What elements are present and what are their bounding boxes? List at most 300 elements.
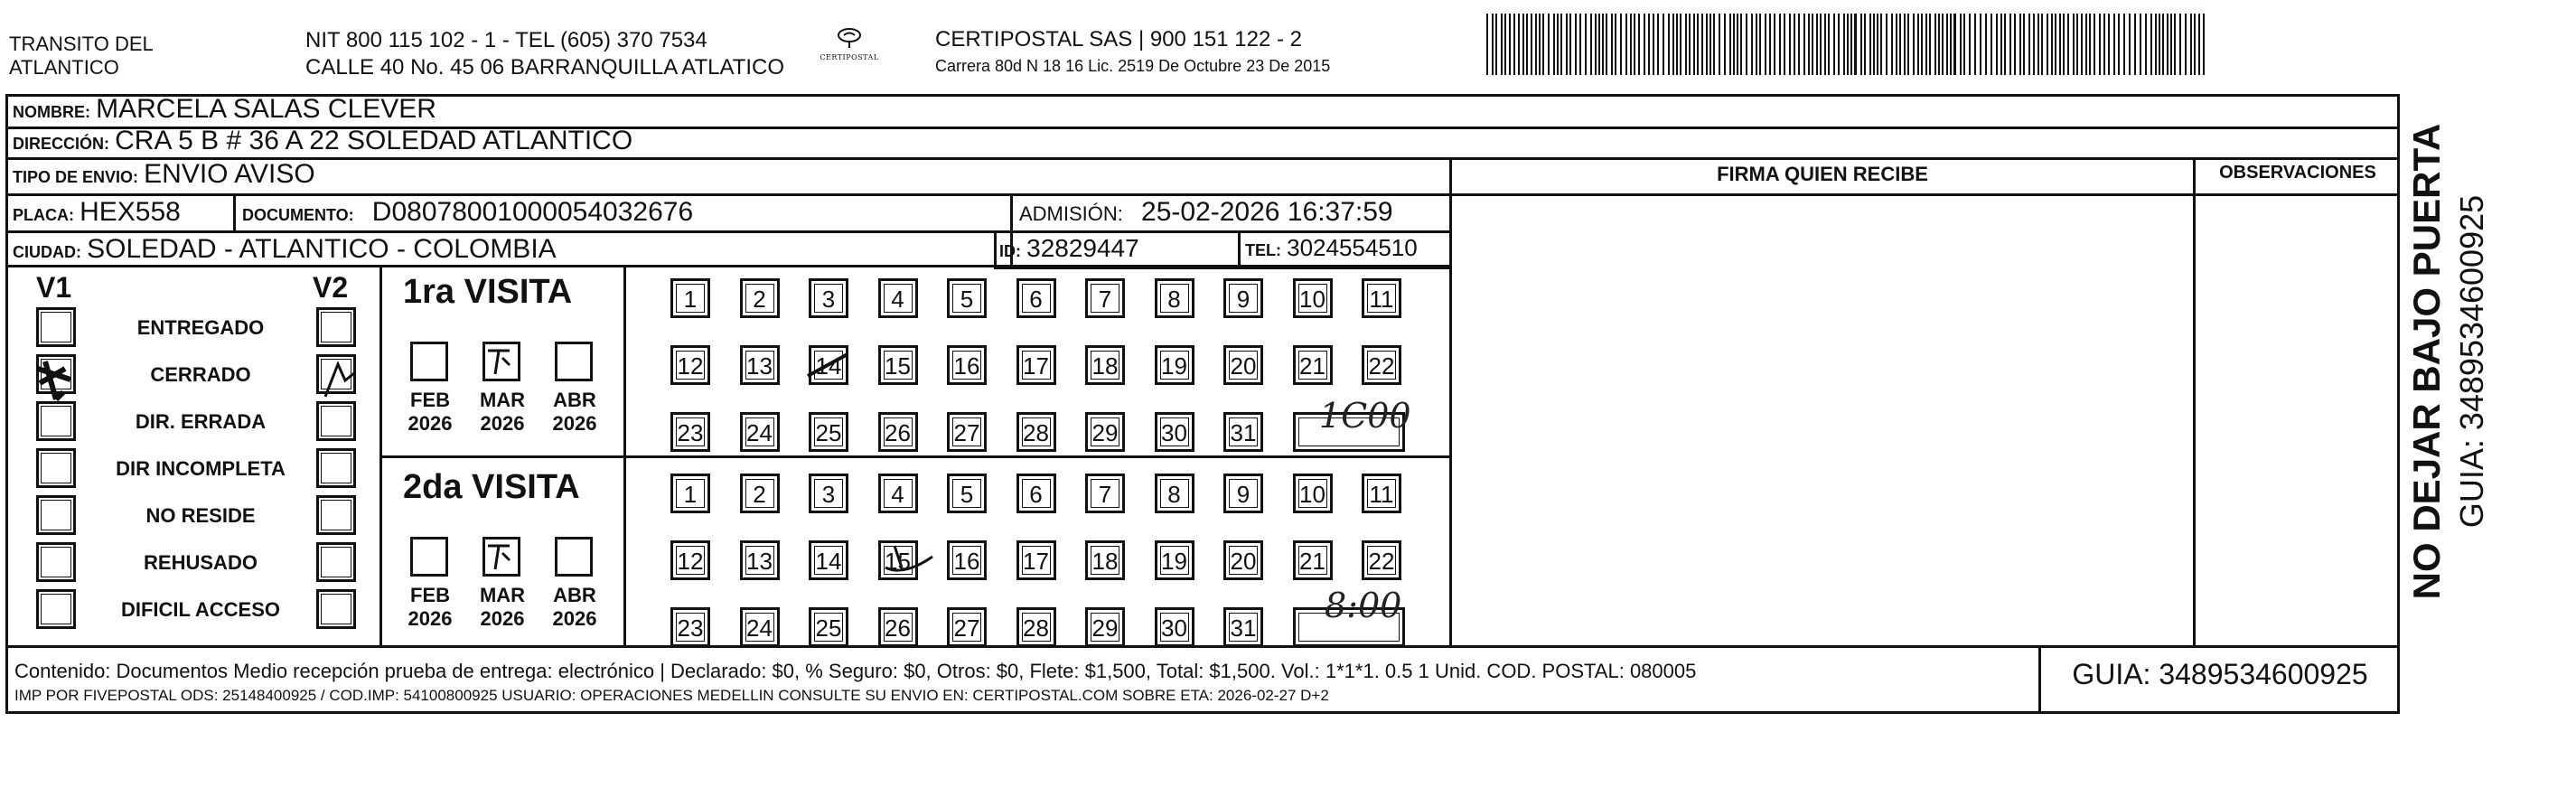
company-line: CERTIPOSTAL SAS | 900 151 122 - 2 xyxy=(935,27,1302,52)
first-visit-day-21[interactable]: 21 xyxy=(1293,345,1333,385)
barcode-bar xyxy=(2118,14,2120,75)
firma-label: FIRMA QUIEN RECIBE xyxy=(1717,163,1928,185)
barcode-bar xyxy=(2150,14,2152,75)
barcode-bar xyxy=(1953,14,1956,75)
month-label xyxy=(473,389,531,436)
handwritten-time-first: 1C00 xyxy=(1319,396,1411,436)
barcode-bar xyxy=(1710,14,1711,75)
barcode-bar xyxy=(2059,14,2061,75)
barcode-bar xyxy=(1672,14,1674,75)
admision-row xyxy=(1019,197,1393,228)
barcode-bar xyxy=(2063,14,2065,75)
barcode-bar xyxy=(2167,14,2169,75)
barcode-bar xyxy=(1934,14,1936,75)
ciudad-label: CIUDAD: xyxy=(13,243,81,261)
first-visit-day-27[interactable]: 27 xyxy=(947,412,987,452)
barcode-bar xyxy=(1713,14,1715,75)
tel-value: 3024554510 xyxy=(1287,234,1418,261)
v2-checkbox[interactable] xyxy=(316,589,356,629)
v1-label: V1 xyxy=(36,271,72,304)
first-visit-day-24[interactable]: 24 xyxy=(740,412,780,452)
barcode-bar xyxy=(1996,14,1998,75)
month-label xyxy=(473,584,531,631)
barcode-bar xyxy=(1602,14,1604,75)
barcode-bar xyxy=(1693,14,1695,75)
barcode-bar xyxy=(1803,14,1805,75)
barcode-bar xyxy=(1663,14,1664,75)
month-checkbox[interactable] xyxy=(410,342,448,381)
month-label xyxy=(546,584,604,631)
barcode-bar xyxy=(1740,14,1742,75)
barcode-bar xyxy=(1864,14,1866,75)
barcode-bar xyxy=(2028,14,2030,75)
barcode-bar xyxy=(1492,14,1494,75)
barcode-bar xyxy=(1833,14,1835,75)
second-visit-day-24[interactable]: 24 xyxy=(740,607,780,647)
second-visit-day-5[interactable]: 5 xyxy=(947,474,987,513)
barcode-bar xyxy=(1668,14,1670,75)
barcode-bar xyxy=(1798,14,1800,75)
barcode-bar xyxy=(1877,14,1878,75)
month-label xyxy=(401,389,459,436)
v1-checkbox[interactable] xyxy=(36,448,76,488)
status-label: NO RESIDE xyxy=(145,504,256,527)
barcode-bar xyxy=(1759,14,1761,75)
barcode-bar xyxy=(2076,14,2078,75)
documento-label: DOCUMENTO: xyxy=(242,206,354,224)
barcode-bar xyxy=(2041,14,2043,75)
barcode-bar xyxy=(1820,14,1822,75)
second-visit-day-9[interactable]: 9 xyxy=(1223,474,1263,513)
placa-value: HEX558 xyxy=(80,197,181,227)
barcode-bar xyxy=(1891,14,1893,75)
col-divider xyxy=(994,230,997,267)
tel-row xyxy=(1245,234,1418,262)
first-visit-day-9[interactable]: 9 xyxy=(1223,278,1263,318)
month-label xyxy=(401,584,459,631)
handwritten-strike-day-14 xyxy=(802,349,857,385)
barcode-bar xyxy=(1816,14,1818,75)
barcode-bar xyxy=(2051,14,2053,75)
placa-label: PLACA: xyxy=(13,206,74,224)
barcode-bar xyxy=(1963,14,1965,75)
barcode-bar xyxy=(1595,14,1597,75)
first-visit-day-6[interactable]: 6 xyxy=(1016,278,1056,318)
barcode-bar xyxy=(2085,14,2087,75)
first-visit-title: 1ra VISITA xyxy=(403,273,573,311)
first-visit-day-10[interactable]: 10 xyxy=(1293,278,1333,318)
barcode-bar xyxy=(1737,14,1738,75)
barcode-bar xyxy=(1938,14,1940,75)
barcode-bar xyxy=(1960,14,1962,75)
barcode-bar xyxy=(1513,14,1515,75)
barcode-bar xyxy=(1886,14,1888,75)
barcode-bar xyxy=(1548,14,1550,75)
sender-name xyxy=(9,33,154,80)
first-visit-day-31[interactable]: 31 xyxy=(1223,412,1263,452)
barcode-bar xyxy=(1756,14,1757,75)
barcode-bar xyxy=(1828,14,1830,75)
barcode xyxy=(1486,14,2209,75)
address-line: CALLE 40 No. 45 06 BARRANQUILLA ATLATICO xyxy=(305,55,785,80)
barcode-bar xyxy=(2134,14,2136,75)
barcode-bar xyxy=(1917,14,1919,75)
second-visit-day-20[interactable]: 20 xyxy=(1223,540,1263,580)
second-visit-day-17[interactable]: 17 xyxy=(1016,540,1056,580)
barcode-bar xyxy=(1907,14,1909,75)
tel-label: TEL: xyxy=(1245,241,1281,259)
barcode-bar xyxy=(1598,14,1600,75)
status-label: REHUSADO xyxy=(144,551,258,574)
second-visit-day-13[interactable]: 13 xyxy=(740,540,780,580)
col-divider xyxy=(1238,230,1241,267)
v2-checkbox[interactable] xyxy=(316,448,356,488)
sender-contact xyxy=(305,27,784,81)
barcode-bar xyxy=(1812,14,1813,75)
barcode-bar xyxy=(2159,14,2160,75)
first-visit-day-17[interactable]: 17 xyxy=(1016,345,1056,385)
sender-line-1: TRANSITO DEL xyxy=(9,33,154,55)
first-visit-day-18[interactable]: 18 xyxy=(1085,345,1125,385)
first-visit-day-13[interactable]: 13 xyxy=(740,345,780,385)
month-checkbox[interactable] xyxy=(555,342,593,381)
v2-label: V2 xyxy=(313,271,349,304)
month-name: ABR xyxy=(553,389,596,411)
barcode-bar xyxy=(1625,14,1627,75)
second-visit-day-8[interactable]: 8 xyxy=(1155,474,1194,513)
row-divider xyxy=(5,193,2400,196)
nombre-label: NOMBRE: xyxy=(13,103,90,121)
barcode-bar xyxy=(1706,14,1708,75)
barcode-bar xyxy=(1634,14,1635,75)
barcode-bar xyxy=(1850,14,1852,75)
barcode-bar xyxy=(1606,14,1607,75)
first-visit-day-28[interactable]: 28 xyxy=(1016,412,1056,452)
barcode-bar xyxy=(2179,14,2181,75)
month-year: 2026 xyxy=(407,412,453,435)
first-visit-day-4[interactable]: 4 xyxy=(878,278,918,318)
barcode-bar xyxy=(1794,14,1795,75)
barcode-bar xyxy=(2123,14,2125,75)
ciudad-value: SOLEDAD - ATLANTICO - COLOMBIA xyxy=(87,234,557,264)
barcode-bar xyxy=(2108,14,2110,75)
month-name: ABR xyxy=(553,584,596,606)
direccion-row xyxy=(13,126,632,156)
barcode-bar xyxy=(1765,14,1766,75)
barcode-bar xyxy=(2019,14,2021,75)
barcode-bar xyxy=(2190,14,2192,75)
first-visit-day-20[interactable]: 20 xyxy=(1223,345,1263,385)
barcode-bar xyxy=(1913,14,1915,75)
first-visit-day-26[interactable]: 26 xyxy=(878,412,918,452)
barcode-bar xyxy=(1553,14,1555,75)
month-checkbox[interactable] xyxy=(410,537,448,577)
barcode-bar xyxy=(1838,14,1840,75)
barcode-bar xyxy=(2073,14,2075,75)
barcode-bar xyxy=(1733,14,1735,75)
barcode-bar xyxy=(1779,14,1781,75)
first-visit-day-29[interactable]: 29 xyxy=(1085,412,1125,452)
barcode-bar xyxy=(1824,14,1826,75)
barcode-bar xyxy=(1880,14,1882,75)
side-guia-text: GUIA: 3489534600925 xyxy=(2453,194,2490,529)
v1-checkbox[interactable] xyxy=(36,307,76,347)
barcode-bar xyxy=(2009,14,2011,75)
second-visit-day-30[interactable]: 30 xyxy=(1155,607,1194,647)
barcode-bar xyxy=(1509,14,1511,75)
barcode-bar xyxy=(1522,14,1524,75)
barcode-bar xyxy=(2113,14,2115,75)
id-value: 32829447 xyxy=(1026,234,1139,262)
v2-checkbox[interactable] xyxy=(316,542,356,582)
guia-footer: GUIA: 3489534600925 xyxy=(2072,658,2368,690)
barcode-bar xyxy=(1843,14,1845,75)
second-visit-day-27[interactable]: 27 xyxy=(947,607,987,647)
handwritten-circle-day-15 xyxy=(876,531,940,580)
barcode-bar xyxy=(1557,14,1559,75)
barcode-bar xyxy=(2203,14,2205,75)
month-name: MAR xyxy=(479,584,526,606)
barcode-bar xyxy=(1504,14,1506,75)
no-dejar-text: NO DEJAR BAJO PUERTA xyxy=(2405,123,2448,600)
barcode-bar xyxy=(1575,14,1577,75)
second-visit-day-19[interactable]: 19 xyxy=(1155,540,1194,580)
first-visit-day-14[interactable]: 14 xyxy=(809,345,848,385)
imp-text: IMP POR FIVEPOSTAL ODS: 25148400925 / COD.IMP: 54100800925 USUARIO: OPERACIONES MEDELLIN CONSULTE SU ENVIO EN: CERTIPOSTAL.COM SOBRE ETA: 2026-02-27 D+2 xyxy=(14,687,1329,704)
barcode-bar xyxy=(1611,14,1613,75)
tipo-label: TIPO DE ENVIO: xyxy=(13,168,139,186)
barcode-bar xyxy=(2047,14,2048,75)
second-visit-day-11[interactable]: 11 xyxy=(1362,474,1401,513)
barcode-bar xyxy=(1985,14,1987,75)
barcode-bar xyxy=(1585,14,1587,75)
first-visit-day-7[interactable]: 7 xyxy=(1085,278,1125,318)
first-visit-day-2[interactable]: 2 xyxy=(740,278,780,318)
logo-caption: CERTIPOSTAL xyxy=(820,53,879,61)
barcode-bar xyxy=(1774,14,1775,75)
handwritten-mark-mar-1 xyxy=(479,342,519,381)
barcode-bar xyxy=(2155,14,2157,75)
barcode-bar xyxy=(1648,14,1650,75)
barcode-bar xyxy=(1896,14,1897,75)
barcode-bar xyxy=(1869,14,1871,75)
second-visit-day-18[interactable]: 18 xyxy=(1085,540,1125,580)
col-divider xyxy=(1449,157,1452,647)
second-visit-day-25[interactable]: 25 xyxy=(809,607,848,647)
barcode-bar xyxy=(2014,14,2016,75)
barcode-bar xyxy=(1854,14,1857,75)
first-visit-day-15[interactable]: 15 xyxy=(878,345,918,385)
v2-checkbox[interactable] xyxy=(316,495,356,535)
month-year: 2026 xyxy=(480,607,525,630)
visit-divider xyxy=(381,455,1451,458)
first-visit-day-16[interactable]: 16 xyxy=(947,345,987,385)
second-visit-day-23[interactable]: 23 xyxy=(670,607,710,647)
first-visit-day-3[interactable]: 3 xyxy=(809,278,848,318)
barcode-bar xyxy=(1950,14,1952,75)
status-label: CERRADO xyxy=(150,363,251,386)
barcode-bar xyxy=(2140,14,2141,75)
barcode-bar xyxy=(1860,14,1862,75)
first-visit-day-19[interactable]: 19 xyxy=(1155,345,1194,385)
month-name: FEB xyxy=(410,389,450,411)
barcode-bar xyxy=(1542,14,1544,75)
sender-line-2: ATLANTICO xyxy=(9,56,119,79)
barcode-bar xyxy=(1991,14,1992,75)
barcode-bar xyxy=(2129,14,2131,75)
second-visit-day-28[interactable]: 28 xyxy=(1016,607,1056,647)
barcode-bar xyxy=(1566,14,1568,75)
barcode-bar xyxy=(2198,14,2200,75)
second-visit-day-15[interactable]: 15 xyxy=(878,540,918,580)
month-checkbox[interactable] xyxy=(555,537,593,577)
barcode-bar xyxy=(1689,14,1691,75)
barcode-bar xyxy=(2099,14,2101,75)
second-visit-day-21[interactable]: 21 xyxy=(1293,540,1333,580)
first-visit-day-11[interactable]: 11 xyxy=(1362,278,1401,318)
barcode-bar xyxy=(1630,14,1632,75)
admision-label: ADMISIÓN: xyxy=(1019,202,1123,225)
row-divider xyxy=(5,230,1451,233)
barcode-bar xyxy=(1847,14,1849,75)
barcode-bar xyxy=(1980,14,1981,75)
ciudad-row xyxy=(13,234,557,265)
first-visit-day-1[interactable]: 1 xyxy=(670,278,710,318)
nombre-row xyxy=(13,94,436,125)
nombre-value: MARCELA SALAS CLEVER xyxy=(96,94,436,124)
barcode-bar xyxy=(1697,14,1699,75)
month-year: 2026 xyxy=(407,607,453,630)
second-visit-title: 2da VISITA xyxy=(403,468,580,506)
barcode-bar xyxy=(2145,14,2147,75)
row-divider xyxy=(5,157,2400,160)
barcode-bar xyxy=(1751,14,1753,75)
barcode-bar xyxy=(2185,14,2187,75)
barcode-bar xyxy=(1615,14,1616,75)
second-visit-day-16[interactable]: 16 xyxy=(947,540,987,580)
certipostal-logo-icon xyxy=(836,27,863,49)
v1-checkbox[interactable] xyxy=(36,542,76,582)
v2-checkbox[interactable] xyxy=(316,307,356,347)
month-year: 2026 xyxy=(480,412,525,435)
second-visit-day-31[interactable]: 31 xyxy=(1223,607,1263,647)
direccion-label: DIRECCIÓN: xyxy=(13,135,109,153)
contenido-text: Contenido: Documentos Medio recepción prueba de entrega: electrónico | Declarado: $0, % Seguro: $0, Otros: $0, Flete: $1,500, Total: $1,500. Vol.: 1*1*1. 0.5 1 Unid. COD. POSTAL: 080005 xyxy=(14,660,1697,682)
barcode-bar xyxy=(2067,14,2069,75)
first-visit-day-8[interactable]: 8 xyxy=(1155,278,1194,318)
v2-checkbox[interactable] xyxy=(316,401,356,441)
row-divider xyxy=(5,265,1451,267)
barcode-bar xyxy=(1569,14,1571,75)
first-visit-day-22[interactable]: 22 xyxy=(1362,345,1401,385)
barcode-bar xyxy=(1784,14,1785,75)
month-year: 2026 xyxy=(552,607,597,630)
first-visit-day-23[interactable]: 23 xyxy=(670,412,710,452)
barcode-bar xyxy=(1539,14,1541,75)
barcode-bar xyxy=(1526,14,1528,75)
license-line: Carrera 80d N 18 16 Lic. 2519 De Octubre 23 De 2015 xyxy=(935,57,1331,75)
handwritten-check-v2-cerrado xyxy=(318,357,363,402)
first-visit-day-30[interactable]: 30 xyxy=(1155,412,1194,452)
observaciones-label: OBSERVACIONES xyxy=(2219,163,2376,183)
month-name: FEB xyxy=(410,584,450,606)
month-label xyxy=(546,389,604,436)
barcode-bar xyxy=(1929,14,1931,75)
barcode-bar xyxy=(2000,14,2002,75)
v1-checkbox[interactable] xyxy=(36,495,76,535)
month-year: 2026 xyxy=(552,412,597,435)
documento-value: D08078001000054032676 xyxy=(371,197,694,227)
month-name: MAR xyxy=(479,389,526,411)
certipostal-logo xyxy=(818,27,881,72)
second-visit-day-29[interactable]: 29 xyxy=(1085,607,1125,647)
barcode-bar xyxy=(1685,14,1687,75)
tipo-value: ENVIO AVISO xyxy=(144,159,315,189)
barcode-bar xyxy=(2174,14,2176,75)
barcode-bar xyxy=(1680,14,1681,75)
barcode-bar xyxy=(1495,14,1497,75)
barcode-bar xyxy=(1789,14,1791,75)
barcode-bar xyxy=(1729,14,1731,75)
barcode-bar xyxy=(1942,14,1944,75)
barcode-bar xyxy=(1769,14,1771,75)
second-visit-day-4[interactable]: 4 xyxy=(878,474,918,513)
barcode-bar xyxy=(1701,14,1703,75)
tipo-row xyxy=(13,159,315,190)
barcode-bar xyxy=(2194,14,2196,75)
barcode-bar xyxy=(2037,14,2039,75)
first-visit-day-5[interactable]: 5 xyxy=(947,278,987,318)
barcode-bar xyxy=(2162,14,2164,75)
barcode-bar xyxy=(2089,14,2091,75)
second-visit-day-12[interactable]: 12 xyxy=(670,540,710,580)
barcode-bar xyxy=(1719,14,1720,75)
second-visit-day-26[interactable]: 26 xyxy=(878,607,918,647)
status-label: DIFICIL ACCESO xyxy=(120,598,280,621)
barcode-bar xyxy=(1535,14,1537,75)
second-visit-day-2[interactable]: 2 xyxy=(740,474,780,513)
second-visit-day-6[interactable]: 6 xyxy=(1016,474,1056,513)
v1-checkbox[interactable] xyxy=(36,589,76,629)
barcode-bar xyxy=(1501,14,1503,75)
barcode-bar xyxy=(1644,14,1645,75)
col-divider xyxy=(233,193,236,232)
second-visit-day-3[interactable]: 3 xyxy=(809,474,848,513)
barcode-bar xyxy=(2055,14,2056,75)
barcode-bar xyxy=(1904,14,1906,75)
form-frame xyxy=(5,94,2400,714)
handwritten-time-second: 8:00 xyxy=(1325,586,1402,625)
second-visit-day-7[interactable]: 7 xyxy=(1085,474,1125,513)
second-visit-day-22[interactable]: 22 xyxy=(1362,540,1401,580)
barcode-bar xyxy=(1518,14,1520,75)
barcode-bar xyxy=(1724,14,1726,75)
first-visit-day-25[interactable]: 25 xyxy=(809,412,848,452)
barcode-bar xyxy=(1808,14,1810,75)
barcode-bar xyxy=(1974,14,1976,75)
barcode-bar xyxy=(1638,14,1640,75)
second-visit-day-1[interactable]: 1 xyxy=(670,474,710,513)
second-visit-day-14[interactable]: 14 xyxy=(809,540,848,580)
barcode-bar xyxy=(1925,14,1927,75)
direccion-value: CRA 5 B # 36 A 22 SOLEDAD ATLANTICO xyxy=(115,126,633,155)
first-visit-day-12[interactable]: 12 xyxy=(670,345,710,385)
barcode-bar xyxy=(1531,14,1532,75)
barcode-bar xyxy=(1899,14,1901,75)
handwritten-mark-mar-2 xyxy=(479,537,519,577)
second-visit-day-10[interactable]: 10 xyxy=(1293,474,1333,513)
barcode-bar xyxy=(2081,14,2083,75)
